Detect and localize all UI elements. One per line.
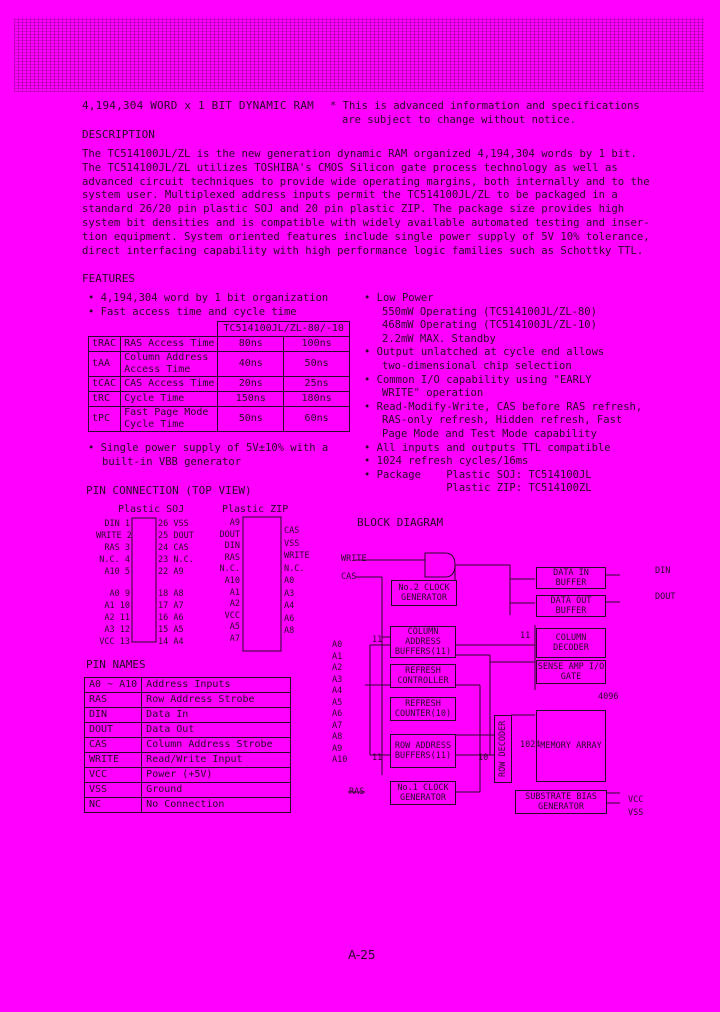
feature-item: • Output unlatched at cycle end allows xyxy=(364,346,605,359)
soj-pin-left: A3 12 xyxy=(104,625,130,635)
signal-write: WRITE xyxy=(341,554,367,564)
pin-description: Row Address Strobe xyxy=(142,693,291,708)
pin-symbol: VCC xyxy=(85,768,142,783)
zip-pin-right: A0 xyxy=(284,576,295,586)
zip-pin-left: A9 xyxy=(229,518,240,528)
zip-pin-left: A5 xyxy=(229,622,240,633)
address-pin: A4 xyxy=(332,686,343,696)
feature-text: All inputs and outputs TTL compatible xyxy=(376,441,611,454)
timing-10: 60ns xyxy=(284,407,350,432)
block-diagram-wiring xyxy=(330,545,670,825)
features-left-list xyxy=(88,292,328,319)
feature-item: RAS-only refresh, Hidden refresh, Fast xyxy=(382,414,623,427)
features-right-list xyxy=(364,292,642,496)
zip-pin-left: A7 xyxy=(229,634,240,644)
bus-width-label: 11 xyxy=(372,753,383,763)
timing-10: 100ns xyxy=(284,337,350,352)
feature-text: Common I/O capability using "EARLY xyxy=(376,373,592,386)
pin-names-heading: PIN NAMES xyxy=(86,658,146,671)
timing-row xyxy=(89,377,350,392)
pin-name-row xyxy=(85,708,291,723)
signal-vcc: VCC xyxy=(628,795,644,805)
page-number: A-25 xyxy=(348,948,376,962)
zip-pin-right: A4 xyxy=(284,601,295,611)
feature-text: Read-Modify-Write, CAS before RAS refresh, xyxy=(376,400,643,413)
soj-pin-left: WRITE 2 xyxy=(96,531,132,541)
soj-pin-left: A10 5 xyxy=(104,567,130,577)
description-text xyxy=(82,148,650,258)
bus-width-label: 11 xyxy=(372,635,383,645)
address-pin: A2 xyxy=(332,663,343,673)
feature-text: Low Power xyxy=(376,292,434,304)
description-line: system bit densities and is compatible with widely available automated testing and inser- xyxy=(82,216,650,229)
feature-text: 1024 refresh cycles/16ms xyxy=(376,455,529,468)
pin-symbol: DOUT xyxy=(85,723,142,738)
signal-ras: RAS xyxy=(349,787,365,797)
pin-symbol: RAS xyxy=(85,693,142,708)
feature-item: • Single power supply of 5V±10% with a xyxy=(88,442,329,454)
zip-pin-right: WRITE xyxy=(284,551,310,561)
description-line: The TC514100JL/ZL is the new generation dynamic RAM organized 4,194,304 words by 1 bit. xyxy=(82,148,637,160)
block-sense: SENSE AMP I/O GATE xyxy=(537,662,605,682)
feature-item: • 1024 refresh cycles/16ms xyxy=(364,455,529,468)
soj-pin-right: 26 VSS xyxy=(158,519,189,529)
timing-80: 80ns xyxy=(218,337,284,352)
advance-notice xyxy=(330,99,640,127)
feature-item: 2.2mW MAX. Standby xyxy=(382,332,496,345)
feature-item: • Fast access time and cycle time xyxy=(88,305,297,318)
timing-symbol: tAA xyxy=(89,352,121,377)
pin-symbol: DIN xyxy=(85,708,142,723)
pin-name-row xyxy=(85,798,291,813)
pin-description: Column Address Strobe xyxy=(142,738,291,753)
pin-symbol: CAS xyxy=(85,738,142,753)
timing-row xyxy=(89,407,350,432)
description-line: direct interfacing capability with high performance logic families such as Schottky TTL. xyxy=(82,244,644,257)
notice-line-2: are subject to change without notice. xyxy=(342,114,576,126)
pin-description: Data Out xyxy=(142,723,291,738)
soj-pin-right: 15 A5 xyxy=(158,625,184,635)
feature-item: • Common I/O capability using "EARLY xyxy=(364,373,592,386)
zip-pin-left: DIN xyxy=(224,541,240,552)
bus-width-label: 11 xyxy=(520,631,531,641)
timing-name: RAS Access Time xyxy=(121,337,218,352)
soj-pin-right: 23 N.C. xyxy=(158,555,194,565)
pin-name-row xyxy=(85,693,291,708)
description-line: advanced circuit techniques to provide wide operating margins, both internally and to the xyxy=(82,175,650,188)
timing-name: CAS Access Time xyxy=(121,377,218,392)
timing-name: Cycle Time xyxy=(121,392,218,407)
feature-text: Plastic ZIP: TC514100ZL xyxy=(376,482,592,495)
feature-item: 550mW Operating (TC514100JL/ZL-80) xyxy=(382,305,597,318)
feature-text: Fast access time and cycle time xyxy=(100,305,297,318)
feature-item: • Read-Modify-Write, CAS before RAS refresh, xyxy=(364,400,643,413)
soj-body xyxy=(132,518,156,642)
notice-line-1: * This is advanced information and specifications xyxy=(330,100,640,112)
pin-names-body xyxy=(85,678,291,813)
block-row-addr: ROW ADDRESS BUFFERS(11) xyxy=(390,734,456,768)
zip-pin-left: RAS xyxy=(224,552,240,563)
timing-row xyxy=(89,337,350,352)
block-col-addr: COLUMN ADDRESS BUFFERS(11) xyxy=(390,626,456,658)
pin-name-row xyxy=(85,753,291,768)
timing-header-row xyxy=(89,322,350,337)
zip-pin-left: A10 xyxy=(224,576,240,586)
block-row-dec: ROW DECODER xyxy=(494,715,512,783)
zip-pin-left: A1 xyxy=(229,587,240,598)
description-line: system user. Multiplexed address inputs permit the TC514100JL/ZL to be packaged in a xyxy=(82,189,618,202)
pin-symbol: WRITE xyxy=(85,753,142,768)
block-din-buf: DATA IN BUFFER xyxy=(536,567,606,589)
soj-pin-left: RAS 3 xyxy=(104,543,130,553)
address-pin: A0 xyxy=(332,640,343,650)
address-pin: A3 xyxy=(332,674,343,685)
feature-item: two-dimensional chip selection xyxy=(382,359,572,372)
timing-row xyxy=(89,352,350,377)
timing-symbol: tCAC xyxy=(89,377,121,392)
soj-pin-left: A0 9 xyxy=(109,589,130,599)
feature-item: WRITE" operation xyxy=(382,387,484,400)
timing-10: 50ns xyxy=(284,352,350,377)
block-refresh-cnt: REFRESH COUNTER(10) xyxy=(390,697,456,721)
feature-item: built-in VBB generator xyxy=(102,455,242,468)
timing-80: 40ns xyxy=(218,352,284,377)
block-substrate: SUBSTRATE BIAS GENERATOR xyxy=(515,790,607,814)
zip-pin-left: VCC xyxy=(224,610,240,621)
timing-symbol: tRC xyxy=(89,392,121,407)
feature-item: • Low Power xyxy=(364,292,434,304)
document-title: 4,194,304 WORD x 1 BIT DYNAMIC RAM xyxy=(82,99,314,112)
pin-description: Read/Write Input xyxy=(142,753,291,768)
feature-item xyxy=(364,482,642,496)
block-clk1: No.1 CLOCK GENERATOR xyxy=(390,781,456,805)
timing-80: 50ns xyxy=(218,407,284,432)
soj-pin-right: 24 CAS xyxy=(158,543,189,553)
block-diagram-heading: BLOCK DIAGRAM xyxy=(357,516,444,529)
soj-pin-left: DIN 1 xyxy=(104,519,130,529)
timing-name: Fast Page Mode Cycle Time xyxy=(121,407,218,432)
pin-description: No Connection xyxy=(142,798,291,813)
zip-label: Plastic ZIP xyxy=(222,504,289,515)
address-pin: A5 xyxy=(332,697,343,708)
signal-dout: DOUT xyxy=(655,592,676,602)
zip-pin-right: N.C. xyxy=(284,563,305,574)
soj-pin-left: A2 11 xyxy=(104,613,130,623)
zip-body xyxy=(243,517,281,651)
description-heading: DESCRIPTION xyxy=(82,128,155,141)
soj-pin-right: 25 DOUT xyxy=(158,531,194,541)
zip-pin-left: A2 xyxy=(229,599,240,610)
soj-pin-left: A1 10 xyxy=(104,601,130,611)
feature-item: • Package Plastic SOJ: TC514100JL xyxy=(364,468,592,481)
bus-width-label: 10 xyxy=(478,753,489,763)
soj-pin-right: 14 A4 xyxy=(158,637,184,647)
block-clk2: No.2 CLOCK GENERATOR xyxy=(391,580,457,606)
features-heading: FEATURES xyxy=(82,272,135,285)
feature-item: • 4,194,304 word by 1 bit organization xyxy=(88,292,329,304)
soj-pin-right: 18 A8 xyxy=(158,589,184,599)
address-pin: A1 xyxy=(332,651,343,662)
zip-pin-right: CAS xyxy=(284,526,300,536)
timing-10: 180ns xyxy=(284,392,350,407)
zip-pin-right: A8 xyxy=(284,626,295,636)
pin-description: Power (+5V) xyxy=(142,768,291,783)
block-memory: MEMORY ARRAY xyxy=(536,710,606,782)
soj-pin-left: VCC 13 xyxy=(99,637,130,647)
pin-symbol: A0 ~ A10 xyxy=(85,678,142,693)
zip-pin-left: N.C. xyxy=(219,564,240,575)
zip-pin-right: VSS xyxy=(284,538,300,549)
signal-din: DIN xyxy=(655,566,671,576)
timing-80: 20ns xyxy=(218,377,284,392)
pin-name-row xyxy=(85,723,291,738)
pin-description: Address Inputs xyxy=(142,678,291,693)
pin-description: Ground xyxy=(142,783,291,798)
feature-text: Output unlatched at cycle end allows xyxy=(376,346,605,359)
timing-blank xyxy=(89,322,218,337)
address-pin: A10 xyxy=(332,755,348,765)
feature-item: Page Mode and Test Mode capability xyxy=(382,427,597,440)
address-pin: A9 xyxy=(332,743,343,754)
feature-text: 4,194,304 word by 1 bit organization xyxy=(100,292,329,304)
pin-symbol: NC xyxy=(85,798,142,813)
timing-symbol: tRAC xyxy=(89,337,121,352)
features-left-list-2 xyxy=(88,442,328,469)
timing-header: TC514100JL/ZL-80/-10 xyxy=(218,322,350,337)
timing-symbol: tPC xyxy=(89,407,121,432)
soj-pin-right: 22 A9 xyxy=(158,567,184,577)
feature-item: • All inputs and outputs TTL compatible xyxy=(364,441,611,454)
zip-pin-right: A3 xyxy=(284,588,295,599)
timing-name: Column Address Access Time xyxy=(121,352,218,377)
signal-vss: VSS xyxy=(628,808,644,818)
pin-name-row xyxy=(85,678,291,693)
bus-width-label: 4096 xyxy=(598,692,619,702)
bus-width-label: 1024 xyxy=(520,740,541,750)
signal-cas: CAS xyxy=(341,572,357,582)
soj-label: Plastic SOJ xyxy=(118,504,185,515)
block-dout-buf: DATA OUT BUFFER xyxy=(536,595,606,617)
pin-name-row xyxy=(85,783,291,798)
pin-names-table xyxy=(84,677,291,813)
zip-pin-right: A6 xyxy=(284,613,295,624)
timing-table xyxy=(88,321,350,432)
description-line: The TC514100JL/ZL utilizes TOSHIBA's CMOS Silicon gate process technology as well as xyxy=(82,161,618,174)
feature-item: 468mW Operating (TC514100JL/ZL-10) xyxy=(382,319,597,332)
feature-text: Single power supply of 5V±10% with a xyxy=(100,442,329,454)
feature-text: Package Plastic SOJ: TC514100JL xyxy=(376,468,592,481)
block-refresh-ctl: REFRESH CONTROLLER xyxy=(390,664,456,688)
timing-row xyxy=(89,392,350,407)
description-line: standard 26/20 pin plastic SOJ and 20 pin plastic ZIP. The package size provides high xyxy=(82,203,625,216)
timing-10: 25ns xyxy=(284,377,350,392)
header-band xyxy=(14,18,704,92)
soj-pin-left: N.C. 4 xyxy=(99,555,130,565)
description-line: tion equipment. System oriented features include single power supply of 5V 10% tolerance, xyxy=(82,230,650,243)
pin-connection-heading: PIN CONNECTION (TOP VIEW) xyxy=(86,484,252,497)
address-pin: A6 xyxy=(332,709,343,719)
address-pin: A7 xyxy=(332,720,343,731)
block-col-dec: COLUMN DECODER xyxy=(536,628,606,658)
pin-name-row xyxy=(85,768,291,783)
pin-name-row xyxy=(85,738,291,753)
pin-symbol: VSS xyxy=(85,783,142,798)
soj-pin-right: 16 A6 xyxy=(158,613,184,623)
timing-80: 150ns xyxy=(218,392,284,407)
address-pin: A8 xyxy=(332,732,343,742)
soj-pin-right: 17 A7 xyxy=(158,601,184,611)
zip-pin-left: DOUT xyxy=(219,529,240,540)
pin-description: Data In xyxy=(142,708,291,723)
